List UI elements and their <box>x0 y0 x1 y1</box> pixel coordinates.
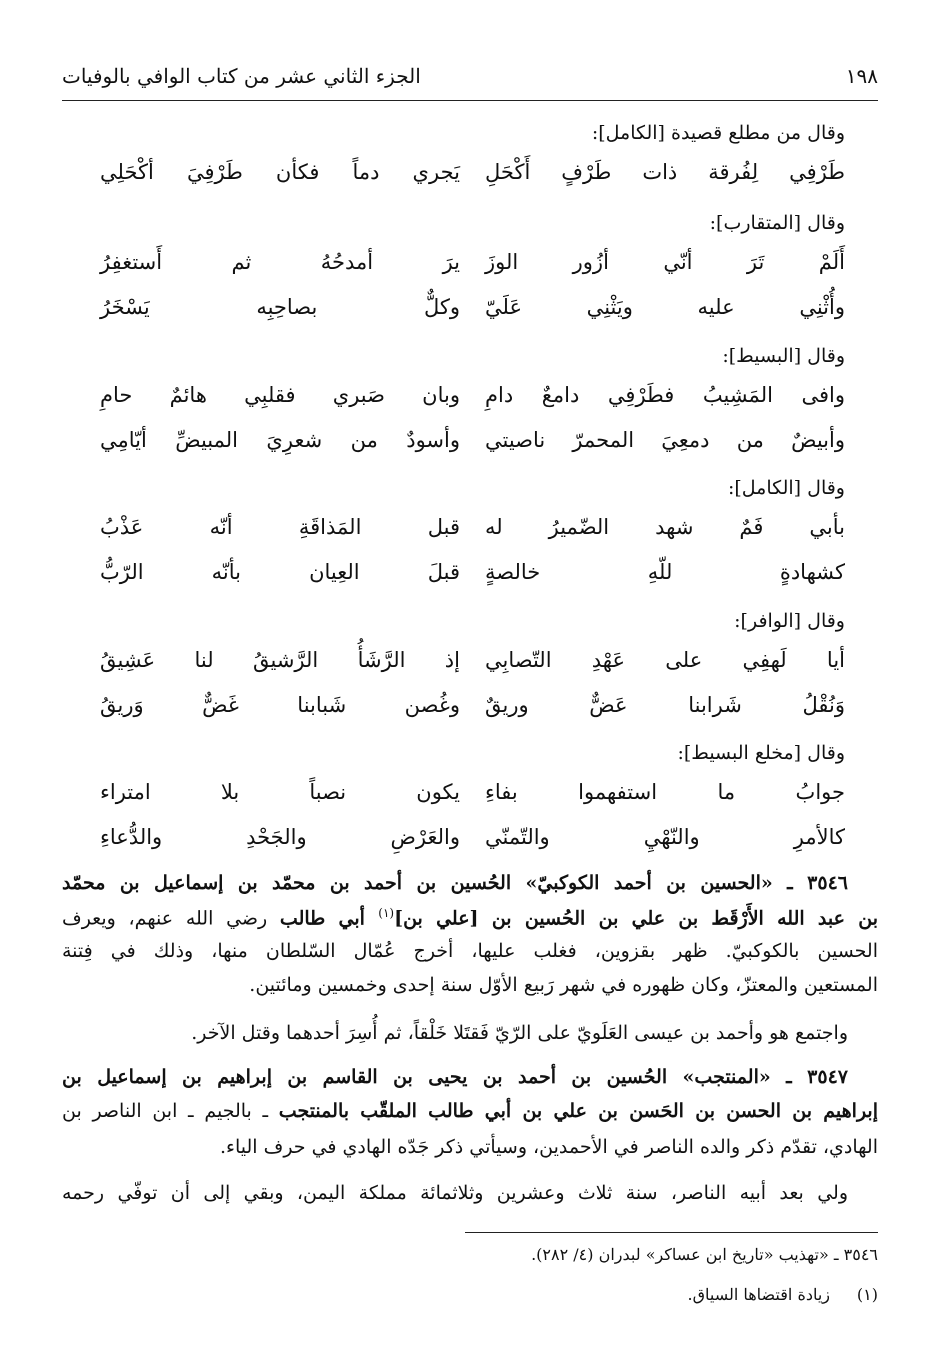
first-hemistich: وافى المَشِيبُ فطَرْفِي دامعٌ دامِ <box>485 383 845 407</box>
first-hemistich: وأُثْنِي عليه ويَثْنِي عَلَيّ <box>485 295 845 319</box>
verse-line <box>100 250 845 290</box>
footnote-1 <box>687 1285 878 1304</box>
second-hemistich: قبلَ العِيان بأنّه الرّبُّ <box>100 560 460 584</box>
entry-3546-lineage-end: أبي طالب <box>279 907 379 930</box>
verse-line <box>100 515 845 555</box>
entry-3546-text: واجتمع هو وأحمد بن عيسى العَلَويّ على الرّيّ فَقتَلا خَلْقاً، ثم أُسِرَ أحدهما وقتل الآخر. <box>191 1022 848 1044</box>
second-hemistich: يرَ أمدحُهُ ثم أَستغفِرُ <box>100 250 460 274</box>
entry-3547-text: ـ بالجيم ـ ابن الناصر بن <box>62 1100 279 1122</box>
entry-3547-lineage: إبراهيم بن الحسن بن الحَسن بن علي بن أبي طالب الملقّب بالمنتجب <box>278 1100 878 1122</box>
verse-line <box>100 383 845 423</box>
second-hemistich: وكلٌّ بصاحِبِه يَسْخَرُ <box>100 295 460 319</box>
verse-line <box>100 780 845 820</box>
verse-line <box>100 160 845 200</box>
entry-3546-text: رضي الله عنهم، ويعرف <box>62 907 280 930</box>
running-title: الجزء الثاني عشر من كتاب الوافي بالوفيات <box>62 64 421 88</box>
first-hemistich: أيا لَهفِي على عَهْدِ التّصابِي <box>485 648 845 672</box>
entry-3546-text: الحسين بالكوكبيّ. ظهر بقزوين، فغلب عليها، أخرج عُمّال السّلطان منها، وذلك في فِتنة <box>62 940 878 962</box>
second-hemistich: وغُصن شَبابنا غَضٌّ وَريقُ <box>100 693 460 717</box>
second-hemistich: وأسودٌ من شعرِيَ المبيضِّ أيّامِي <box>100 428 460 452</box>
entry-3547-text: ولي بعد أبيه الناصر، سنة ثلاث وعشرين وثلاثمائة مملكة اليمن، وبقي إلى أن توفّي رحمه <box>62 1182 848 1204</box>
footnote-text: زيادة اقتضاها السياق. <box>687 1285 830 1304</box>
verse-line <box>100 825 845 865</box>
footnote-source: ٣٥٤٦ ـ «تهذيب «تاريخ ابن عساكر» لبدران (٤/ ٢٨٢). <box>531 1245 878 1264</box>
entry-3546-heading: ٣٥٤٦ ـ «الحسين بن أحمد الكوكبيّ» الحُسين بن أحمد بن محمّد بن إسماعيل بن محمّد <box>62 872 848 894</box>
poem-intro: وقال [المتقارب]: <box>709 212 845 234</box>
second-hemistich: يَجري دماً فكأن طَرْفِيَ أكْحَلِي <box>100 160 460 184</box>
poem-intro: وقال [الكامل]: <box>727 477 845 499</box>
entry-3546-lineage: بن عبد الله الأَرْقَط بن علي بن الحُسين بن [علي بن] <box>394 907 878 930</box>
second-hemistich: قبل المَذاقَةِ أنّه عَذْبُ <box>100 515 460 539</box>
verse-line <box>100 648 845 688</box>
first-hemistich: وَنُقْلُ شَرابنا عَضٌّ وريقٌ <box>485 693 845 717</box>
first-hemistich: طَرْفِي لِفُرقة ذات طَرْفٍ أَكْحَلِ <box>485 160 845 184</box>
second-hemistich: يكون نصباً بلا امتراء <box>100 780 460 804</box>
verse-line <box>100 693 845 733</box>
first-hemistich: جوابُ ما استفهموا بفاءِ <box>485 780 845 804</box>
first-hemistich: كشهادةٍ للّهِ خالصةٍ <box>485 560 845 584</box>
first-hemistich: أَلَمْ تَرَ أنّي أزُور الوزَ <box>485 250 845 274</box>
poem-intro: وقال [الوافر]: <box>734 610 845 632</box>
entry-3547-text: الهادي، تقدّم ذكر والده الناصر في الأحمدين، وسيأتي ذكر جَدّه الهادي في حرف الياء. <box>220 1136 878 1158</box>
first-hemistich: وأبيضٌ من دمعِيَ المحمرّ ناصيتي <box>485 428 845 452</box>
header-divider <box>62 100 878 101</box>
verse-line <box>100 560 845 600</box>
first-hemistich: كالأمرِ والنّهْيِ والتّمنّي <box>485 825 845 849</box>
poem-intro: وقال [البسيط]: <box>722 345 845 367</box>
poem-intro: وقال [مخلع البسيط]: <box>677 742 845 764</box>
footnote-divider <box>465 1232 878 1233</box>
footnote-number: (١) <box>856 1285 878 1304</box>
entry-3547-heading: ٣٥٤٧ ـ «المنتجب» الحُسين بن أحمد بن يحيى بن القاسم بن إبراهيم بن إسماعيل بن <box>62 1066 848 1088</box>
page-number: ١٩٨ <box>845 64 878 88</box>
second-hemistich: وبان صَبري فقلبِي هائمٌ حامِ <box>100 383 460 407</box>
second-hemistich: إذ الرَّشَأُ الرَّشيقُ لنا عَشِيقُ <box>100 648 460 672</box>
entry-3546-line <box>62 906 878 929</box>
second-hemistich: والعَرْضِ والجَحْدِ والدُّعاءِ <box>100 825 460 849</box>
entry-3546-text: المستعين والمعتزّ، وكان ظهوره في شهر رَبيع الأوّل سنة إحدى وخمسين ومائتين. <box>249 974 878 996</box>
footnote-ref[interactable]: (١) <box>378 906 395 920</box>
first-hemistich: بأبي فَمٌ شهد الضّميرُ له <box>485 515 845 539</box>
poem-intro: وقال من مطلع قصيدة [الكامل]: <box>591 122 845 144</box>
verse-line <box>100 295 845 335</box>
entry-3547-line <box>62 1100 878 1122</box>
page-header <box>62 58 878 94</box>
verse-line <box>100 428 845 468</box>
